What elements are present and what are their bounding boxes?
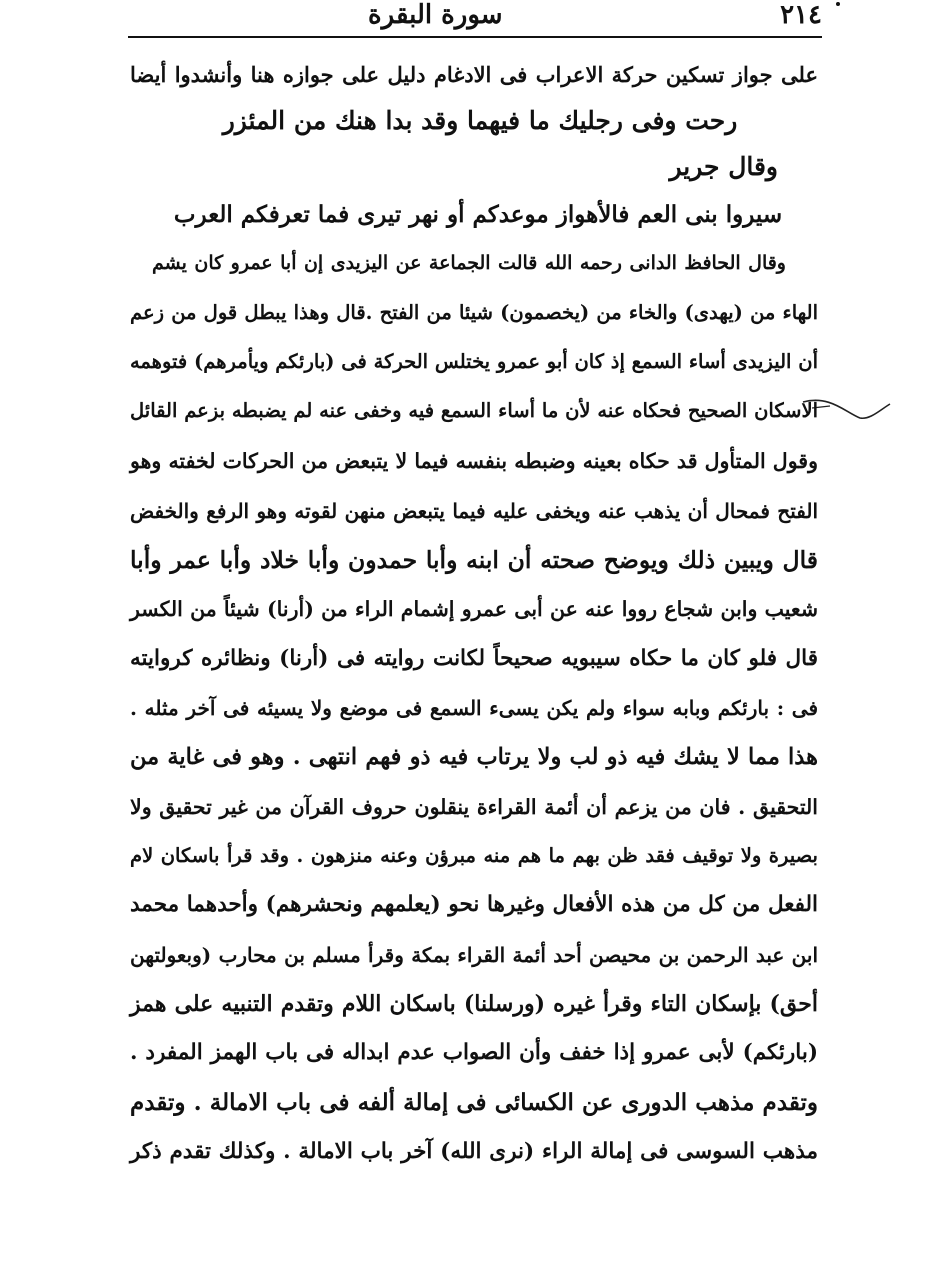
text-line: الاسكان الصحيح فحكاه عنه لأن ما أساء السمع فيه وخفى عنه لم يضبطه بزعم القائل [130,399,818,422]
text-line: فى : بارئكم وبابه سواء ولم يكن يسىء السمع فى موضع ولا يسيئه فى آخر مثله . [130,696,818,720]
text-line: وقال جرير [669,152,778,181]
text-line: (بارئكم) لأبى عمرو إذا خفف وأن الصواب عدم ابداله فى باب الهمز المفرد . [130,1040,818,1065]
text-line: وقول المتأول قد حكاه بعينه وضبطه بنفسه فيما لا يتبعض من الحركات لخفته وهو [130,449,818,473]
verse-line: سيروا بنى العم فالأهواز موعدكم أو نهر تيرى فما تعرفكم العرب [173,201,783,228]
text-line: أن اليزيدى أساء السمع إذ كان أبو عمرو يختلس الحركة فى (بارئكم ويأمرهم) فتوهمه [129,350,818,373]
text-line: الفتح فمحال أن يذهب عنه ويخفى عليه فيما يتبعض منهن لقوته وهو الرفع والخفض [130,499,818,523]
text-line: بصيرة ولا توقيف فقد ظن بهم ما هم منه مبرؤن وعنه منزهون . وقد قرأ باسكان لام [130,844,818,867]
text-line: قال ويبين ذلك ويوضح صحته أن ابنه وأبا حمدون وأبا خلاد وأبا عمر وأبا [130,546,818,574]
text-line: التحقيق . فان من يزعم أن أئمة القراءة ينقلون حروف القرآن من غير تحقيق ولا [130,795,818,819]
text-line: قال فلو كان ما حكاه سيبويه صحيحاً لكانت روايته فى (أرنا) ونظائره كروايته [130,646,818,671]
text-line: مذهب السوسى فى إمالة الراء (نرى الله) آخر باب الامالة . وكذلك تقدم ذكر [130,1139,818,1164]
page-number: ٢١٤ [780,0,822,30]
text-line: وقال الحافظ الدانى رحمه الله قالت الجماعة عن اليزيدى إن أبا عمرو كان يشم [152,252,786,274]
text-line: الفعل من كل من هذه الأفعال وغيرها نحو (يعلمهم ونحشرهم) وأحدهما محمد [130,892,818,917]
text-line: على جواز تسكين حركة الاعراب فى الادغام دليل على جوازه هنا وأنشدوا أيضا [130,62,818,87]
text-line: وتقدم مذهب الدورى عن الكسائى فى إمالة ألفه فى باب الامالة . وتقدم [130,1089,818,1116]
text-line: ابن عبد الرحمن بن محيصن أحد أئمة القراء بمكة وقرأ مسلم بن محارب (وبعولتهن [130,943,819,967]
text-line: أحق) بإسكان التاء وقرأ غيره (ورسلنا) باسكان اللام وتقدم التنبيه على همز [130,991,818,1017]
text-line: شعيب وابن شجاع رووا عنه عن أبى عمرو إشمام الراء من (أرنا) شيئاً من الكسر [130,597,818,621]
text-line: هذا مما لا يشك فيه ذو لب ولا يرتاب فيه ذو فهم انتهى . وهو فى غاية من [130,744,818,770]
verse-line: رحت وفى رجليك ما فيهما وقد بدا هنك من المئزر [222,106,738,135]
running-title: سورة البقرة [368,0,503,30]
text-line: الهاء من (يهدى) والخاء من (يخصمون) شيئا من الفتح .قال وهذا يبطل قول من زعم [130,301,818,324]
